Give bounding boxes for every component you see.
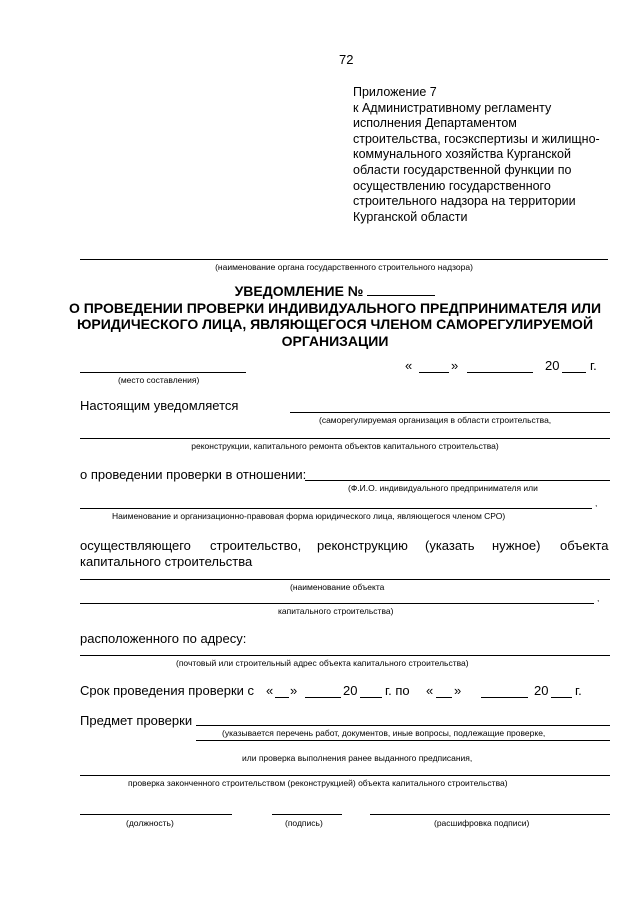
signature-caption: (подпись) (285, 818, 323, 828)
object-word-1: осуществляющего (80, 538, 191, 553)
object-word-3: реконструкцию (317, 538, 408, 553)
object-word-6: объекта (560, 538, 609, 553)
title-line-1: УВЕДОМЛЕНИЕ № (234, 283, 364, 299)
date-quote-open: « (405, 358, 413, 373)
inspection-label: о проведении проверки в отношении: (80, 467, 307, 482)
sro-field-line[interactable] (290, 412, 610, 413)
date-year-prefix: 20 (545, 358, 560, 373)
period-year-2: 20 (534, 683, 549, 698)
entity-caption: (Ф.И.О. индивидуального предпринимателя или (348, 483, 538, 493)
object-word-4: (указать (425, 538, 475, 553)
appendix-block (353, 85, 623, 225)
object-field-line[interactable] (80, 579, 610, 580)
period-end-month-field[interactable] (481, 697, 528, 698)
address-field-line[interactable] (80, 655, 610, 656)
date-quote-close: » (451, 358, 459, 373)
place-caption: (место составления) (118, 375, 200, 385)
subject-label: Предмет проверки (80, 713, 193, 728)
appendix-line: Курганской области (353, 209, 468, 224)
object-line-2: капитального строительства (80, 554, 253, 569)
signature-field-line[interactable] (272, 814, 342, 815)
subject-field-line-2[interactable] (80, 775, 610, 776)
period-label: Срок проведения проверки с (80, 683, 255, 698)
document-title (60, 283, 610, 349)
entity-field-line[interactable] (305, 480, 610, 481)
entity-comma: , (595, 498, 598, 508)
object-caption: (наименование объекта (290, 582, 385, 592)
appendix-line: коммунального хозяйства Курганской (353, 147, 571, 162)
place-field-line[interactable] (80, 372, 246, 373)
sro-caption-2: реконструкции, капитального ремонта объектов капитального строительства) (191, 441, 499, 451)
notice-number-field[interactable] (367, 283, 435, 296)
authority-field-line[interactable] (80, 259, 608, 260)
entity-caption-2: Наименование и организационно-правовая форма юридического лица, являющегося членом СРО) (112, 511, 506, 521)
period-quote-close-2: » (454, 683, 462, 698)
period-start-month-field[interactable] (305, 697, 341, 698)
appendix-line: строительства, госэкспертизы и жилищно- (353, 131, 600, 146)
subject-field-line-1b[interactable] (196, 740, 610, 741)
address-caption: (почтовый или строительный адрес объекта капитального строительства) (176, 658, 469, 668)
period-end-day-field[interactable] (436, 697, 452, 698)
period-quote-open-2: « (426, 683, 434, 698)
object-caption-2: капитального строительства) (278, 606, 394, 616)
period-g-end: г. (575, 683, 582, 698)
appendix-line: Приложение 7 (353, 85, 437, 99)
authority-caption: (наименование органа государственного строительного надзора) (215, 262, 473, 272)
appendix-line: области государственной функции по (353, 162, 572, 177)
page-number: 72 (339, 52, 354, 67)
title-line-3: ЮРИДИЧЕСКОГО ЛИЦА, ЯВЛЯЮЩЕГОСЯ ЧЛЕНОМ САМОРЕГУЛИРУЕМОЙ (76, 316, 594, 332)
period-year-1: 20 (343, 683, 358, 698)
date-month-field[interactable] (467, 372, 533, 373)
decoding-caption: (расшифровка подписи) (434, 818, 530, 828)
subject-caption-3: проверка законченного строительством (реконструкцией) объекта капитального строительства) (128, 778, 508, 788)
appendix-line: исполнения Департаментом (353, 116, 517, 131)
position-field-line[interactable] (80, 814, 232, 815)
object-field-line-2[interactable] (80, 603, 594, 604)
object-comma: , (597, 593, 600, 603)
notify-label: Настоящим уведомляется (80, 398, 239, 413)
period-end-year-field[interactable] (551, 697, 572, 698)
period-quote-open-1: « (266, 683, 274, 698)
appendix-line: строительного надзора на территории (353, 194, 576, 209)
decoding-field-line[interactable] (370, 814, 610, 815)
title-line-4: ОРГАНИЗАЦИИ (281, 332, 389, 349)
date-year-field[interactable] (562, 372, 586, 373)
subject-field-line[interactable] (196, 725, 610, 726)
title-line-2: О ПРОВЕДЕНИИ ПРОВЕРКИ ИНДИВИДУАЛЬНОГО ПРЕДПРИНИМАТЕЛЯ ИЛИ (68, 299, 602, 316)
sro-field-line-2[interactable] (80, 438, 610, 439)
address-label: расположенного по адресу: (80, 631, 247, 646)
period-start-year-field[interactable] (360, 697, 382, 698)
appendix-line: осуществлению государственного (353, 178, 551, 193)
entity-field-line-2[interactable] (80, 508, 592, 509)
period-start-day-field[interactable] (275, 697, 289, 698)
sro-caption: (саморегулируемая организация в области строительства, (319, 415, 552, 425)
period-g-po: г. по (385, 683, 410, 698)
position-caption: (должность) (126, 818, 174, 828)
date-year-suffix: г. (590, 358, 597, 373)
subject-caption: (указывается перечень работ, документов, иные вопросы, подлежащие проверке, (222, 728, 546, 738)
object-word-2: строительство, (210, 538, 302, 553)
appendix-line: к Административному регламенту (353, 100, 552, 115)
period-quote-close-1: » (290, 683, 298, 698)
object-word-5: нужное) (492, 538, 541, 553)
subject-caption-2: или проверка выполнения ранее выданного предписания, (242, 753, 473, 763)
date-day-field[interactable] (419, 372, 449, 373)
